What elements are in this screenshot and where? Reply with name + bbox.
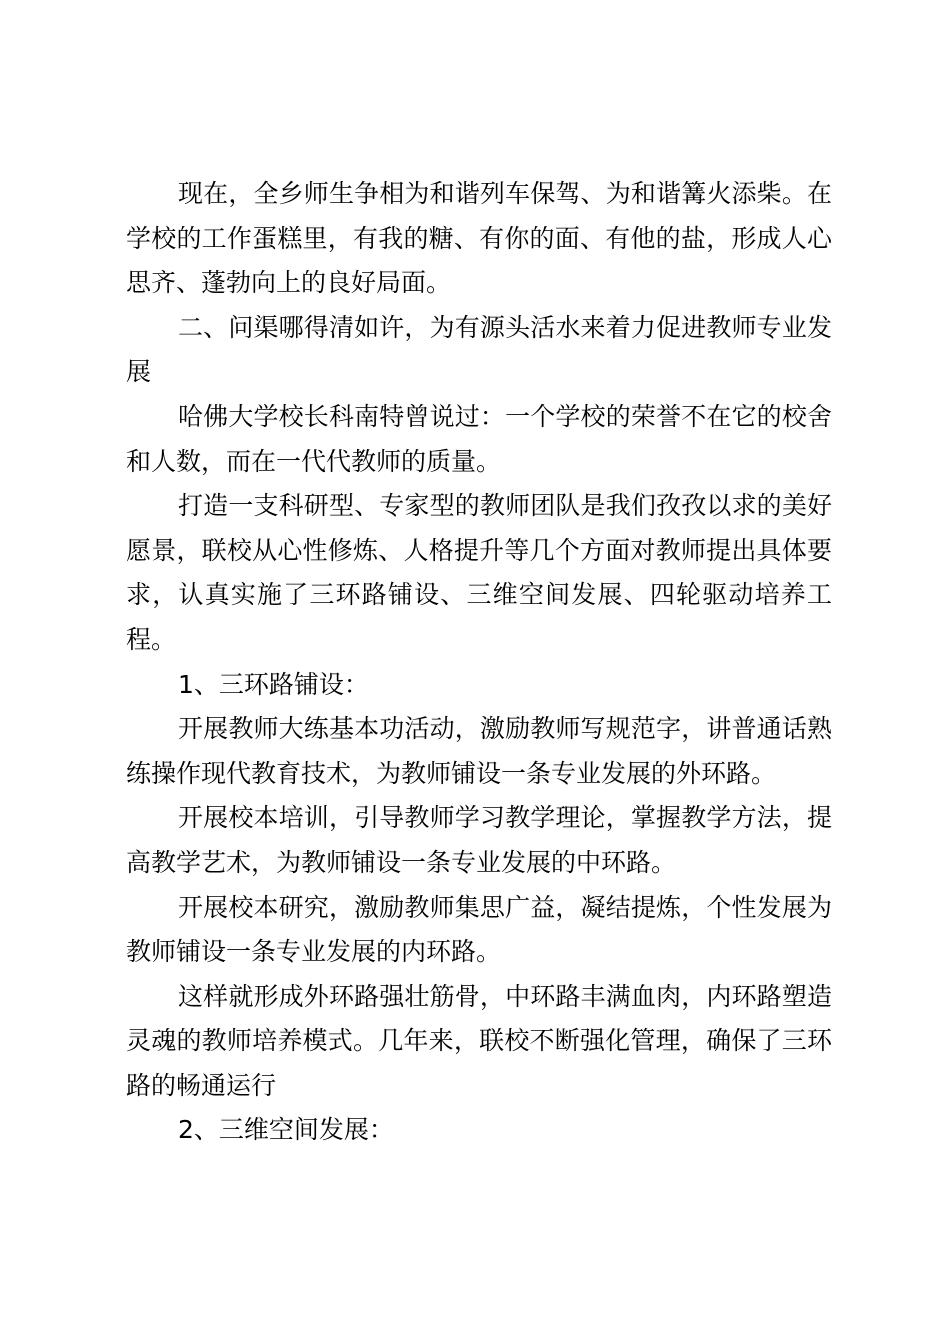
paragraph-middle-ring: 开展校本培训，引导教师学习教学理论，掌握教学方法，提高教学艺术，为教师铺设一条专业发展的中环路。 [126, 803, 832, 877]
paragraph-quote: 哈佛大学校长科南特曾说过：一个学校的荣誉不在它的校舍和人数，而在一代代教师的质量。 [126, 401, 832, 476]
paragraph-team-vision: 打造一支科研型、专家型的教师团队是我们孜孜以求的美好愿景，联校从心性修炼、人格提升等几个方面对教师提出具体要求，认真实施了三环路铺设、三维空间发展、四轮驱动培养工程。 [126, 491, 832, 654]
paragraph-training-model: 这样就形成外环路强壮筋骨，中环路丰满血肉，内环路塑造灵魂的教师培养模式。几年来，联校不断强化管理，确保了三环路的畅通运行 [126, 981, 832, 1100]
paragraph-inner-ring: 开展校本研究，激励教师集思广益，凝结提炼，个性发展为教师铺设一条专业发展的内环路。 [126, 892, 832, 967]
paragraph-outer-ring: 开展教师大练基本功活动，激励教师写规范字，讲普通话熟练操作现代教育技术，为教师铺设一条专业发展的外环路。 [126, 714, 832, 788]
subheading-ring-roads: 1、三环路铺设： [178, 669, 369, 699]
section-heading-2: 二、问渠哪得清如许，为有源头活水来着力促进教师专业发展 [126, 312, 832, 387]
paragraph-harmony: 现在，全乡师生争相为和谐列车保驾、为和谐篝火添柴。在学校的工作蛋糕里，有我的糖、有你的面、有他的盐，形成人心思齐、蓬勃向上的良好局面。 [126, 179, 832, 298]
subheading-three-dimensions: 2、三维空间发展： [178, 1115, 394, 1145]
document-body [126, 172, 832, 1153]
